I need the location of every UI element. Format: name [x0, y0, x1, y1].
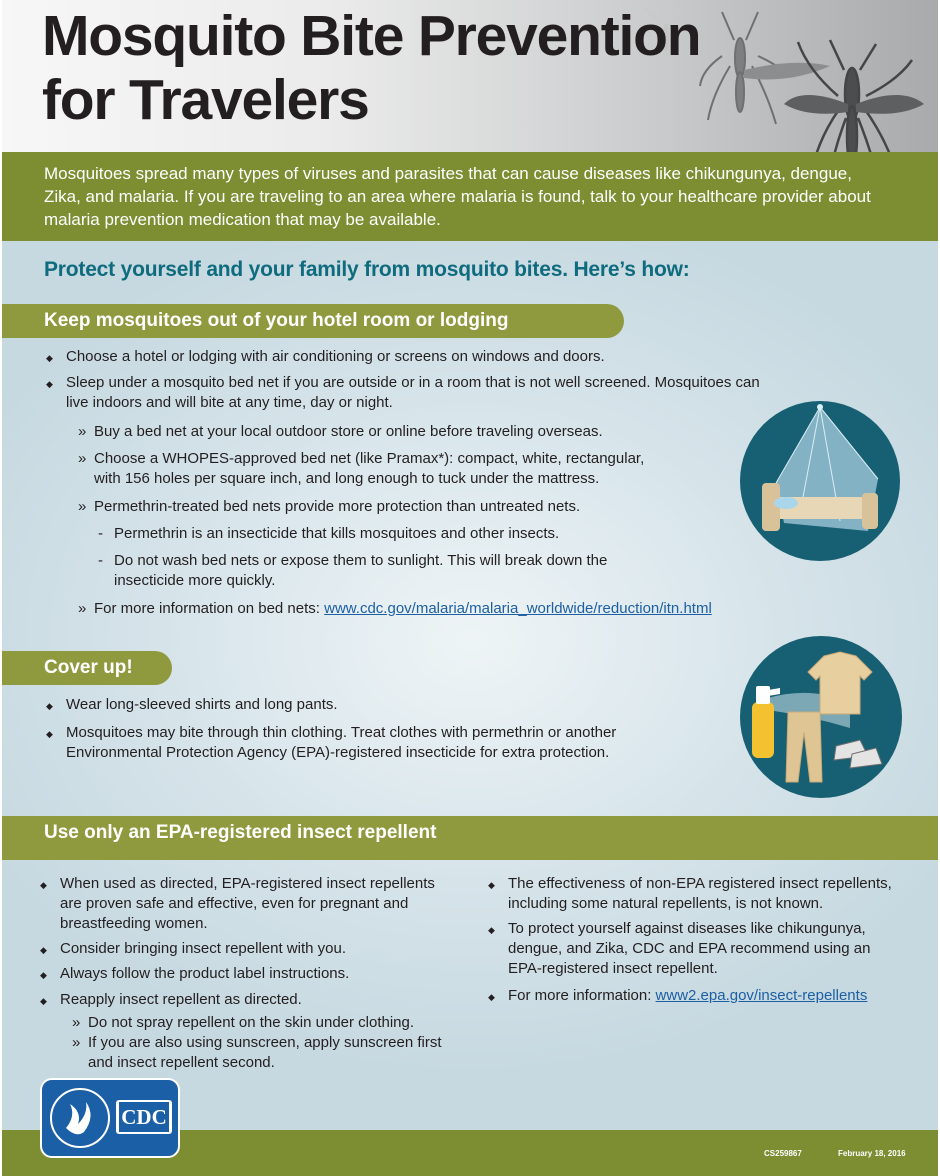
list-item: - Permethrin is an insecticide that kills mosquitoes and other insects. — [114, 524, 674, 544]
bed-net-link[interactable]: www.cdc.gov/malaria/malaria_worldwide/reduction/itn.html — [324, 600, 712, 617]
list-item: ◆ To protect yourself against diseases like chikungunya, dengue, and Zika, CDC and EPA recommend using an EPA-registered insect repellent. — [508, 919, 898, 979]
list-item: » Choose a WHOPES-approved bed net (like Pramax*): compact, white, rectangular, with 156 holes per square inch, and long enough to tuck under the mattress. — [94, 449, 674, 489]
list-item: ◆ Reapply insect repellent as directed. — [60, 990, 460, 1010]
cdc-logo-box — [116, 1100, 172, 1134]
list-item — [508, 986, 918, 1006]
epa-info-label: For more information: — [508, 987, 656, 1004]
cdc-logo-text: CDC — [119, 1102, 169, 1132]
list-item: ◆ Consider bringing insect repellent with you. — [60, 939, 460, 959]
clothing-spray-icon — [740, 636, 902, 798]
hotel-section-heading: Keep mosquitoes out of your hotel room or lodging — [2, 304, 624, 338]
protect-heading: Protect yourself and your family from mosquito bites. Here’s how: — [44, 258, 690, 281]
document-code: CS259867 — [764, 1149, 802, 1158]
list-item: ◆ When used as directed, EPA-registered insect repellents are proven safe and effective, even for pregnant and breastfeeding women. — [60, 874, 460, 934]
intro-paragraph: Mosquitoes spread many types of viruses and parasites that can cause diseases like chikungunya, dengue, Zika, and malaria. If you are traveling to an area where malaria is found, talk to your healthcare provider about malaria prevention medication that may be available. — [44, 164, 871, 229]
repellent-section-heading: Use only an EPA-registered insect repellent — [44, 822, 437, 843]
hhs-cdc-logo — [40, 1078, 180, 1158]
list-item: » If you are also using sunscreen, apply sunscreen first and insect repellent second. — [88, 1033, 468, 1073]
bed-net-info-label: For more information on bed nets: — [94, 600, 325, 617]
cover-section-heading: Cover up! — [2, 651, 172, 685]
list-item: - Do not wash bed nets or expose them to sunlight. This will break down the insecticide more quickly. — [114, 551, 654, 591]
list-item — [94, 599, 794, 619]
bed-net-icon — [740, 401, 900, 561]
list-item: ◆ Wear long-sleeved shirts and long pants. — [66, 695, 706, 715]
list-item: » Buy a bed net at your local outdoor store or online before traveling overseas. — [94, 422, 714, 442]
epa-link[interactable]: www2.epa.gov/insect-repellents — [655, 987, 868, 1004]
page-title: Mosquito Bite Prevention for Travelers — [42, 4, 701, 132]
list-item: ◆ Always follow the product label instructions. — [60, 964, 460, 984]
list-item: ◆ Mosquitoes may bite through thin clothing. Treat clothes with permethrin or another Environmental Protection Agency (EPA)-registered insecticide for extra protection. — [66, 723, 716, 763]
flyer-page — [2, 0, 938, 1176]
document-date: February 18, 2016 — [838, 1149, 906, 1158]
list-item: » Do not spray repellent on the skin under clothing. — [88, 1013, 468, 1033]
list-item: » Permethrin-treated bed nets provide more protection than untreated nets. — [94, 497, 694, 517]
list-item: ◆ The effectiveness of non-EPA registered insect repellents, including some natural repellents, is not known. — [508, 874, 918, 914]
list-item: ◆ Choose a hotel or lodging with air conditioning or screens on windows and doors. — [66, 347, 766, 367]
list-item: ◆ Sleep under a mosquito bed net if you are outside or in a room that is not well screened. Mosquitoes can live indoors and will bite at any time, day or night. — [66, 373, 776, 413]
hhs-eagle-icon — [48, 1086, 112, 1150]
